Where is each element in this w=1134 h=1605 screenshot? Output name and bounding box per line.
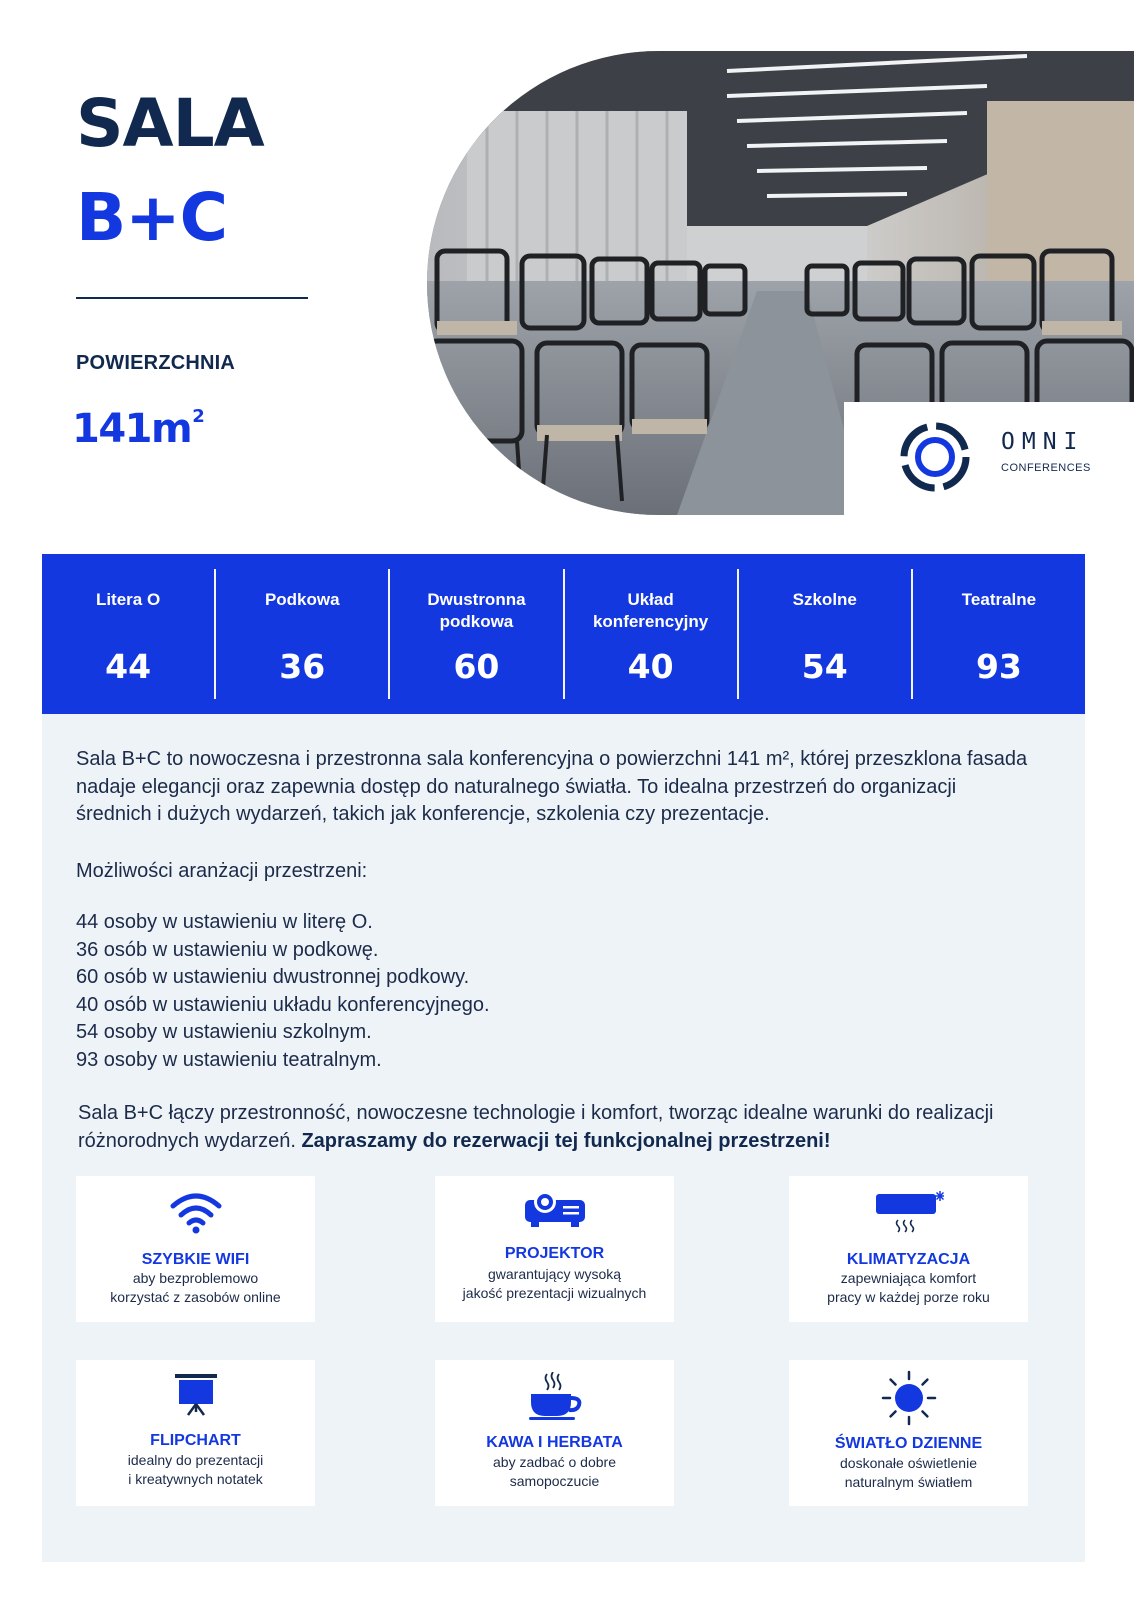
feature-air-conditioning [789, 1176, 1028, 1322]
feature-description: zapewniająca komfort pracy w każdej porze roku [827, 1270, 990, 1305]
capacity-value: 36 [279, 647, 326, 686]
list-item: 93 osoby w ustawieniu teatralnym. [76, 1048, 382, 1071]
feature-title: ŚWIATŁO DZIENNE [834, 1435, 983, 1452]
area-unit-superscript: 2 [192, 405, 205, 427]
description-panel [42, 714, 1085, 1562]
capacity-label: Litera O [95, 590, 161, 609]
capacity-value: 40 [627, 647, 674, 686]
list-item: 44 osoby w ustawieniu w literę O. [76, 911, 373, 933]
capacity-szkolne [737, 569, 911, 699]
page-title-line2: B+C [76, 179, 228, 256]
feature-coffee-tea [435, 1360, 674, 1506]
closing-paragraph: Sala B+C łączy przestronność, nowoczesne technologie i komfort, tworząc idealne warunki do realizacji różnorodnych wydarzeń. Zapraszamy do rezerwacji tej funkcjonalnej przestrzeni! [78, 1102, 994, 1152]
feature-wifi [76, 1176, 315, 1322]
capacity-value: 54 [801, 647, 848, 686]
list-item: 60 osób w ustawieniu dwustronnej podkowy. [76, 966, 470, 988]
feature-flipchart [76, 1360, 315, 1506]
feature-title: SZYBKIE WIFI [141, 1251, 250, 1268]
capacity-value: 44 [105, 647, 152, 686]
feature-description: aby bezproblemowo korzystać z zasobów online [110, 1270, 281, 1305]
capacity-uklad-konferencyjny [563, 569, 737, 699]
capacity-podkowa [214, 569, 388, 699]
feature-description: gwarantujący wysoką jakość prezentacji wizualnych [462, 1266, 647, 1301]
capacity-label: Układ konferencyjny [592, 590, 709, 631]
list-item: 54 osoby w ustawieniu szkolnym. [76, 1021, 372, 1043]
projector-icon [523, 1188, 587, 1228]
air-conditioner-icon [874, 1190, 944, 1238]
intro-paragraph: Sala B+C to nowoczesna i przestronna sala konferencyjna o powierzchni 141 m², której przeszklona fasada nadaje elegancji oraz zapewnia dostęp do naturalnego światła. To idealna przestrzeń do organizacji średnich i dużych wydarzeń, takich jak konferencje, szkolenia czy prezentacje. [76, 748, 1028, 825]
wifi-icon [168, 1190, 224, 1234]
logo-name: OMNI [1001, 429, 1085, 455]
options-heading: Możliwości aranżacji przestrzeni: [76, 860, 368, 882]
feature-title: FLIPCHART [150, 1432, 241, 1449]
omni-logo-icon [899, 421, 971, 493]
logo-subtitle: CONFERENCES [1001, 462, 1091, 474]
options-list [76, 909, 1036, 1074]
coffee-cup-icon [527, 1372, 583, 1422]
capacity-label: Dwustronna podkowa [427, 590, 526, 631]
feature-title: PROJEKTOR [504, 1245, 605, 1262]
capacity-label: Szkolne [792, 590, 857, 609]
feature-description: aby zadbać o dobre samopoczucie [493, 1454, 616, 1489]
capacity-label: Teatralne [961, 590, 1037, 609]
closing-invitation: Zapraszamy do rezerwacji tej funkcjonalnej przestrzeni! [301, 1129, 831, 1152]
area-label: POWIERZCHNIA [76, 352, 236, 374]
feature-projector [435, 1176, 674, 1322]
feature-description: idealny do prezentacji i kreatywnych notatek [127, 1452, 264, 1487]
capacity-value: 60 [453, 647, 500, 686]
feature-daylight [789, 1360, 1028, 1506]
feature-title: KAWA I HERBATA [486, 1434, 623, 1451]
sun-icon [881, 1370, 937, 1426]
capacity-value: 93 [975, 647, 1022, 686]
capacity-dwustronna-podkowa [388, 569, 562, 699]
capacity-band [42, 554, 1085, 714]
capacity-teatralne [911, 569, 1085, 699]
area-value: $141m^2$ [72, 405, 205, 452]
capacity-label: Podkowa [264, 590, 340, 609]
flipchart-icon [173, 1372, 219, 1416]
feature-description: doskonałe oświetlenie naturalnym światłem [840, 1455, 977, 1490]
list-item: 40 osób w ustawieniu układu konferencyjnego. [76, 993, 490, 1016]
logo-panel [844, 402, 1134, 515]
title-divider [76, 297, 308, 299]
list-item: 36 osób w ustawieniu w podkowę. [76, 938, 379, 961]
feature-title: KLIMATYZACJA [846, 1251, 971, 1268]
capacity-litera-o [42, 569, 214, 699]
page-title-line1: SALA [76, 85, 264, 162]
